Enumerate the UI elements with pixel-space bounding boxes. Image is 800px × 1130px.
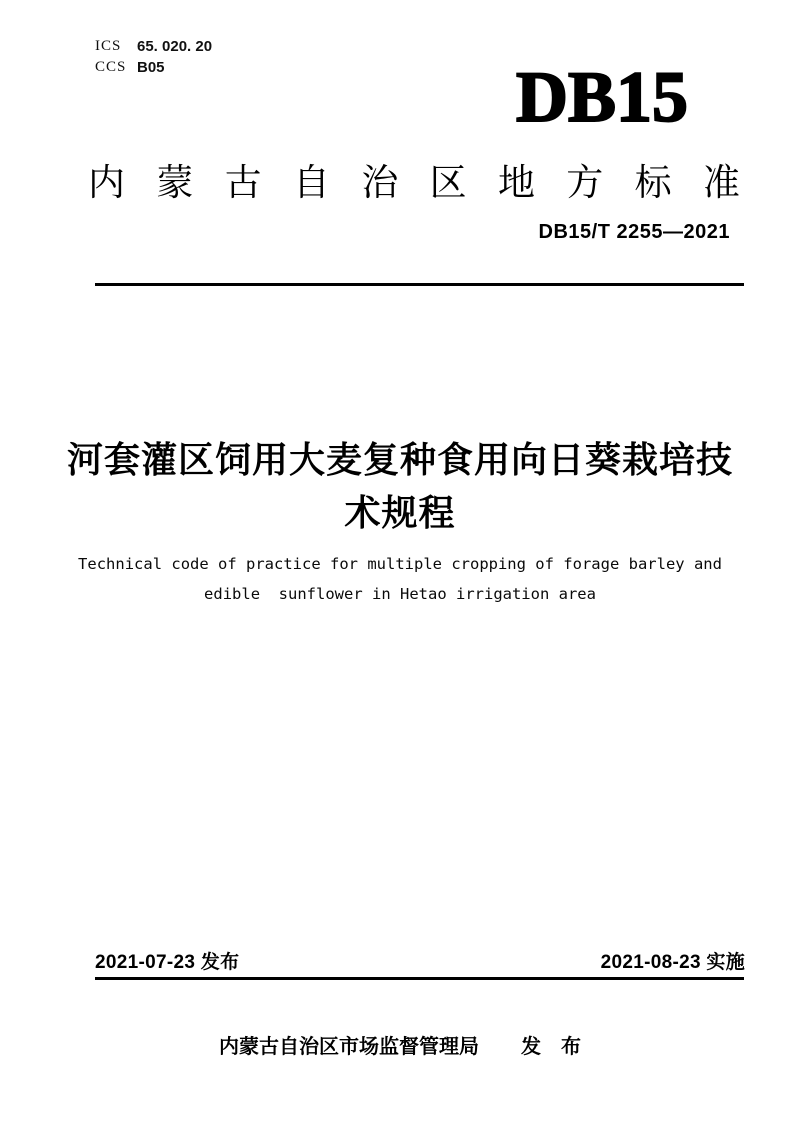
document-title-en-line2: edible sunflower in Hetao irrigation area bbox=[204, 585, 596, 603]
issuing-authority: 内蒙古自治区市场监督管理局 bbox=[219, 1036, 479, 1058]
ccs-label: CCS bbox=[95, 59, 127, 75]
document-title-zh bbox=[0, 433, 800, 539]
ccs-code-row bbox=[95, 57, 212, 78]
db15-logo: DB15 bbox=[515, 57, 688, 137]
document-title-zh-line2: 术规程 bbox=[344, 492, 456, 533]
issue-date: 2021-07-23 发布 bbox=[95, 952, 240, 973]
issue-action-label: 发 布 bbox=[521, 1036, 581, 1058]
implementation-date: 2021-08-23 实施 bbox=[600, 952, 745, 973]
dates-row bbox=[95, 947, 745, 974]
classification-codes bbox=[95, 36, 212, 78]
ics-label: ICS bbox=[95, 38, 122, 54]
ics-value: 65. 020. 20 bbox=[137, 38, 213, 55]
footer-rule bbox=[95, 977, 744, 980]
document-title-zh-line1: 河套灌区饲用大麦复种食用向日葵栽培技 bbox=[66, 439, 733, 480]
publisher-line bbox=[0, 1030, 800, 1059]
document-title-en bbox=[0, 549, 800, 609]
header-rule bbox=[95, 283, 744, 286]
standard-number: DB15/T 2255—2021 bbox=[538, 221, 730, 243]
document-title-en-line1: Technical code of practice for multiple cropping of forage barley and bbox=[78, 555, 722, 573]
ics-code-row bbox=[95, 36, 212, 57]
ccs-value: B05 bbox=[137, 59, 165, 76]
standard-category-heading: 内 蒙 古 自 治 区 地 方 标 准 bbox=[88, 162, 740, 203]
